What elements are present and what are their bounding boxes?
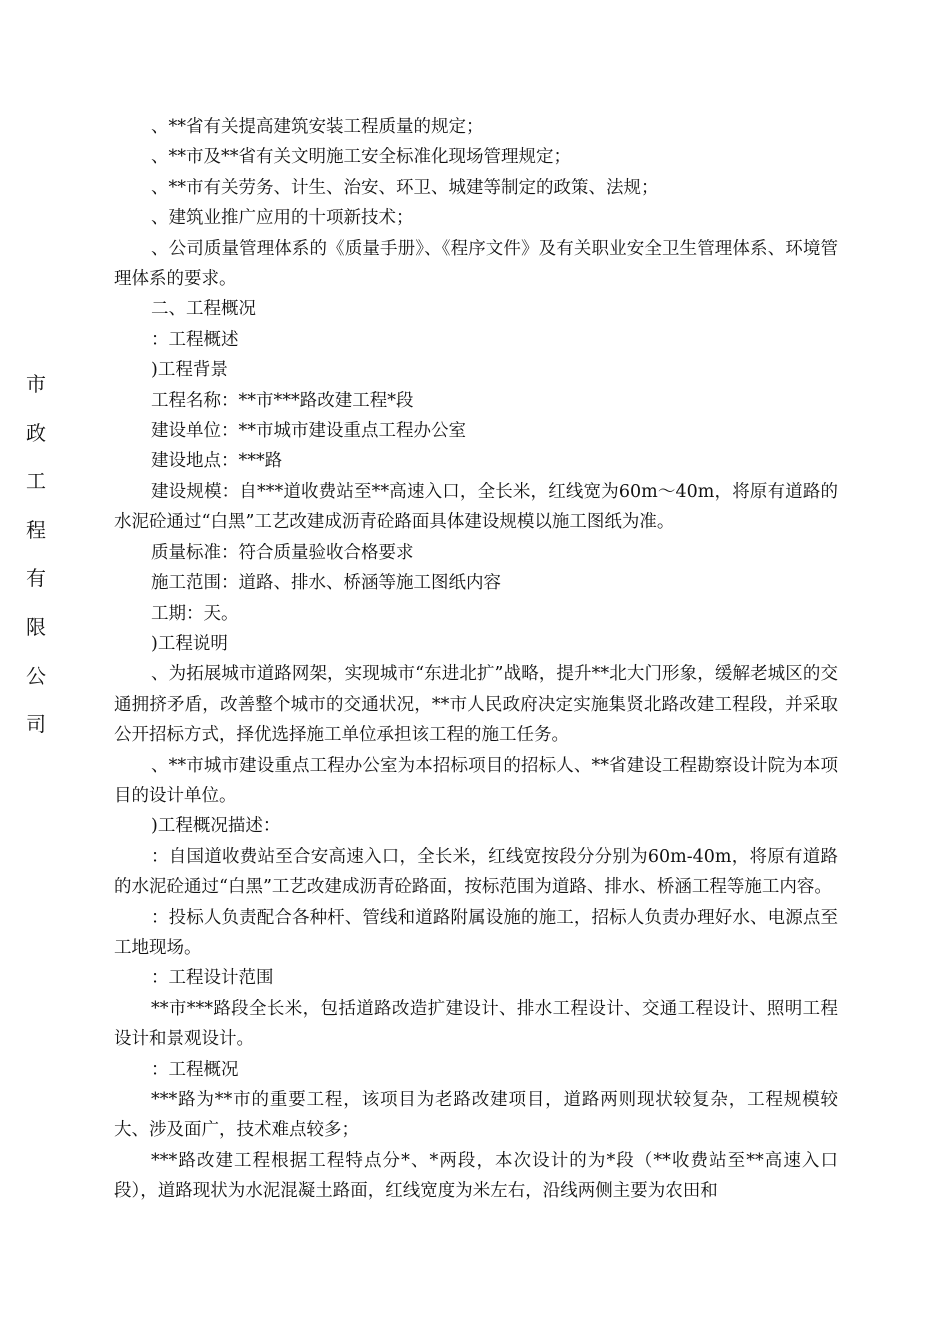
company-char: 司: [26, 712, 46, 737]
subsection-heading: ：工程概述: [151, 329, 239, 350]
section-heading: 二、工程概况: [151, 299, 256, 320]
paragraph: 建设规模：自***道收费站至**高速入口，全长米，红线宽为60m～40m，将原有道路的水泥砼通过“白黑”工艺改建成沥青砼路面具体建设规模以施工图纸为准。: [114, 481, 838, 533]
paragraph: 、**市城市建设重点工程办公室为本招标项目的招标人、**省建设工程勘察设计院为本项目的设计单位。: [114, 755, 838, 806]
company-char: 程: [26, 517, 46, 542]
subsection-heading: ：工程概况: [151, 1059, 239, 1080]
paragraph: ：投标人负责配合各种杆、管线和道路附属设施的施工，招标人负责办理好水、电源点至工地现场。: [114, 907, 838, 958]
company-char: 工: [26, 469, 46, 494]
paragraph: 施工范围：道路、排水、桥涵等施工图纸内容: [151, 573, 501, 594]
company-char: 公: [26, 663, 46, 688]
paragraph: 、为拓展城市道路网架，实现城市“东进北扩”战略，提升**北大门形象，缓解老城区的交通拥挤矛盾，改善整个城市的交通状况，**市人民政府决定实施集贤北路改建工程段，并采取公开招标方式，择优选择施工单位承担该工程的施工任务。: [114, 664, 838, 746]
company-char: 限: [26, 614, 46, 639]
paragraph: 、公司质量管理体系的《质量手册》、《程序文件》及有关职业安全卫生管理体系、环境管理体系的要求。: [114, 238, 838, 290]
paragraph: 、建筑业推广应用的十项新技术；: [151, 208, 414, 229]
paragraph: 工期：天。: [151, 603, 239, 624]
paragraph: 建设地点：***路: [151, 451, 283, 472]
document-body: [114, 112, 838, 1207]
subsection-heading: )工程概况描述：: [151, 816, 281, 837]
company-char: 市: [26, 372, 46, 396]
company-char: 有: [26, 566, 46, 591]
subsection-heading: )工程背景: [151, 360, 228, 381]
paragraph: **市***路段全长米，包括道路改造扩建设计、排水工程设计、交通工程设计、照明工程设计和景观设计。: [114, 998, 838, 1050]
paragraph: 、**市及**省有关文明施工安全标准化现场管理规定；: [151, 147, 571, 168]
paragraph: 、**省有关提高建筑安装工程质量的规定；: [151, 117, 484, 137]
subsection-heading: ：工程设计范围: [151, 968, 274, 989]
paragraph: ***路改建工程根据工程特点分*、*两段，本次设计的为*段（**收费站至**高速入口段），道路现状为水泥混凝土路面，红线宽度为米左右，沿线两侧主要为农田和: [114, 1150, 838, 1202]
paragraph: ***路为**市的重要工程，该项目为老路改建项目，道路两则现状较复杂，工程规模较大、涉及面广，技术难点较多；: [114, 1090, 838, 1141]
company-char: 政: [26, 420, 46, 445]
paragraph: 质量标准：符合质量验收合格要求: [151, 542, 414, 563]
subsection-heading: )工程说明: [151, 633, 228, 654]
company-name-vertical: [18, 372, 54, 761]
paragraph: 工程名称：**市***路改建工程*段: [151, 390, 414, 411]
paragraph: 建设单位：**市城市建设重点工程办公室: [151, 421, 466, 442]
paragraph: 、**市有关劳务、计生、治安、环卫、城建等制定的政策、法规；: [151, 177, 659, 198]
paragraph: ：自国道收费站至合安高速入口，全长米，红线宽按段分分别为60m-40m，将原有道路的水泥砼通过“白黑”工艺改建成沥青砼路面，按标范围为道路、排水、桥涵工程等施工内容。: [114, 846, 838, 898]
